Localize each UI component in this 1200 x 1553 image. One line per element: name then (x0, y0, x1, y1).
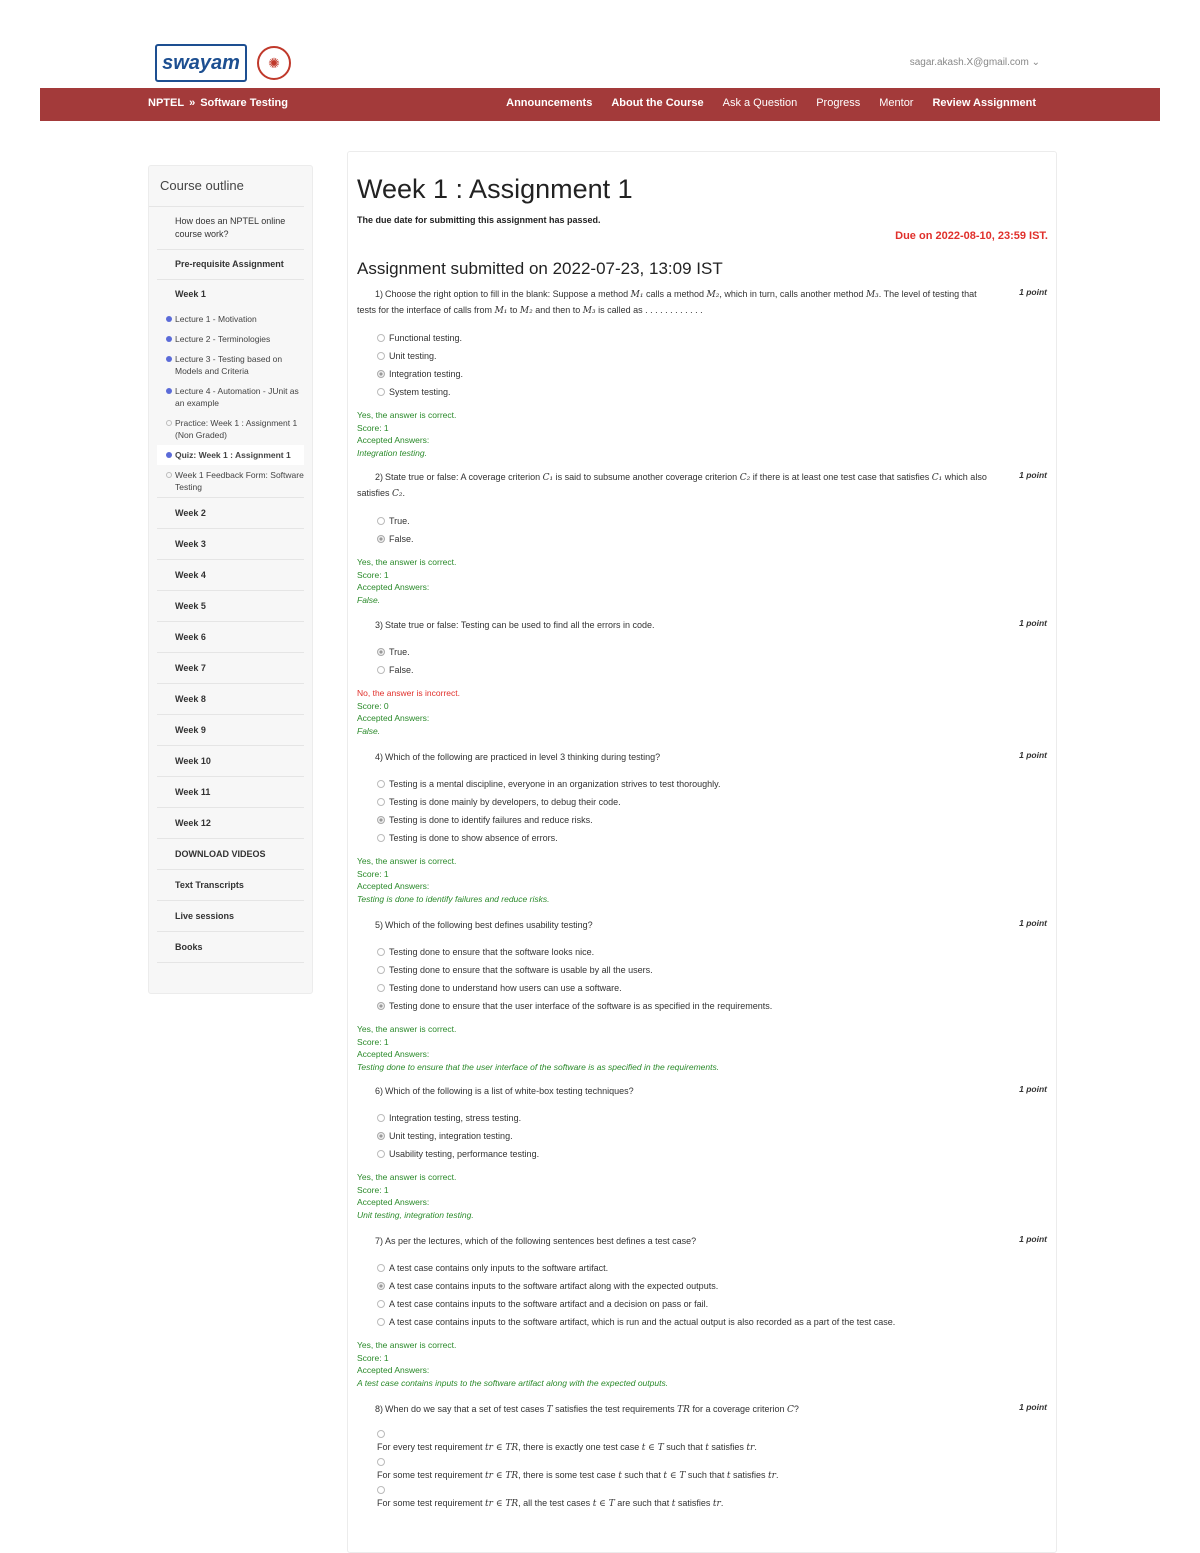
accepted-answers-label: Accepted Answers: (357, 713, 430, 723)
question (357, 750, 1047, 905)
option-label: Usability testing, performance testing. (389, 1149, 540, 1159)
answer-option[interactable] (377, 661, 1047, 679)
answer-option[interactable] (377, 347, 1047, 365)
answer-option[interactable] (377, 979, 1047, 997)
option-label: A test case contains only inputs to the software artifact. (389, 1263, 609, 1273)
options-list (377, 943, 1047, 1015)
radio-button[interactable] (377, 984, 385, 992)
answer-feedback (357, 687, 1047, 737)
radio-button[interactable] (377, 535, 385, 543)
answer-option[interactable] (377, 793, 1047, 811)
sidebar-item[interactable]: Week 11 (157, 777, 304, 808)
answer-feedback (357, 1339, 1047, 1389)
sidebar-item[interactable]: Week 10 (157, 746, 304, 777)
score-text: Score: 0 (357, 700, 389, 711)
radio-button[interactable] (377, 948, 385, 956)
nav-review-assignment[interactable]: Review Assignment (932, 97, 1036, 109)
completed-dot-icon (166, 452, 172, 458)
option-label: Integration testing. (389, 369, 464, 379)
answer-option[interactable] (377, 643, 1047, 661)
option-label: Functional testing. (389, 333, 463, 343)
question-points: 1 point (1019, 618, 1047, 628)
nav-progress[interactable]: Progress (816, 97, 861, 109)
sidebar-subitem[interactable] (157, 329, 304, 349)
radio-button[interactable] (377, 1430, 385, 1438)
radio-button[interactable] (377, 1282, 385, 1290)
accepted-answers-label: Accepted Answers: (357, 1365, 430, 1375)
due-date: Due on 2022-08-10, 23:59 IST. (895, 230, 1048, 242)
accepted-answers-label: Accepted Answers: (357, 1049, 430, 1059)
result-message: Yes, the answer is correct. (357, 1340, 457, 1350)
answer-option[interactable] (377, 1484, 1047, 1512)
sidebar-item[interactable]: Books (157, 932, 304, 963)
radio-button[interactable] (377, 517, 385, 525)
accepted-answer: False. (357, 594, 381, 605)
accepted-answers-label: Accepted Answers: (357, 1197, 430, 1207)
pending-dot-icon (166, 472, 172, 478)
radio-button[interactable] (377, 1318, 385, 1326)
question (357, 1084, 1047, 1221)
accepted-answers-label: Accepted Answers: (357, 881, 430, 891)
question-text (357, 1402, 1047, 1418)
answer-option[interactable] (377, 1456, 1047, 1484)
answer-feedback (357, 409, 1047, 459)
question-number: 3) (374, 620, 383, 630)
option-label: Testing is a mental discipline, everyone in an organization strives to test thoroughly. (389, 779, 721, 789)
sidebar-item[interactable]: Week 4 (157, 560, 304, 591)
result-message: Yes, the answer is correct. (357, 1024, 457, 1034)
option-label: For every test requirement tr ∈ TR, there is exactly one test case t ∈ T such that t satisfies tr. (377, 1442, 757, 1453)
option-label: Testing is done mainly by developers, to debug their code. (389, 797, 621, 807)
answer-option[interactable] (377, 1277, 1047, 1295)
radio-button[interactable] (377, 1114, 385, 1122)
option-label: Testing is done to show absence of errors. (389, 833, 558, 843)
radio-button[interactable] (377, 1458, 385, 1466)
option-label: False. (389, 534, 414, 544)
breadcrumb (148, 97, 288, 109)
question-body: State true or false: A coverage criterion C₁ is said to subsume another coverage criterion C₂ if there is at least one test case that satisfies C₁ which also satisfies C₂. (357, 472, 987, 499)
top-header (0, 0, 1200, 88)
sidebar-subitem-label: Quiz: Week 1 : Assignment 1 (175, 450, 291, 460)
course-outline-sidebar (148, 165, 313, 994)
radio-button[interactable] (377, 780, 385, 788)
sidebar-item[interactable]: Week 9 (157, 715, 304, 746)
sidebar-title: Course outline (149, 166, 304, 207)
nav-about-course[interactable]: About the Course (611, 97, 704, 109)
score-text: Score: 1 (357, 1352, 389, 1363)
question-number: 4) (374, 752, 383, 762)
question (357, 618, 1047, 737)
sidebar-subitem-label: Lecture 3 - Testing based on Models and Criteria (175, 354, 283, 376)
sidebar-subitem[interactable] (157, 381, 304, 413)
accepted-answer: Testing is done to identify failures and reduce risks. (357, 893, 550, 904)
option-label: False. (389, 665, 414, 675)
option-label: A test case contains inputs to the software artifact along with the expected outputs. (389, 1281, 719, 1291)
sidebar-item[interactable]: Week 5 (157, 591, 304, 622)
page-title: Week 1 : Assignment 1 (357, 174, 633, 204)
question-body: As per the lectures, which of the following sentences best defines a test case? (385, 1236, 697, 1246)
option-label: Testing is done to identify failures and reduce risks. (389, 815, 593, 825)
radio-button[interactable] (377, 1132, 385, 1140)
result-message: Yes, the answer is correct. (357, 557, 457, 567)
sidebar-list (149, 207, 312, 963)
accepted-answer: Testing done to ensure that the user interface of the software is as specified in the requirements. (357, 1061, 720, 1072)
score-text: Score: 1 (357, 1036, 389, 1047)
answer-feedback (357, 855, 1047, 905)
result-message: Yes, the answer is correct. (357, 856, 457, 866)
question-points: 1 point (1019, 750, 1047, 760)
radio-button[interactable] (377, 966, 385, 974)
radio-button[interactable] (377, 1300, 385, 1308)
answer-feedback (357, 1171, 1047, 1221)
accepted-answers-label: Accepted Answers: (357, 435, 430, 445)
radio-button[interactable] (377, 666, 385, 674)
accepted-answer: False. (357, 725, 381, 736)
radio-button[interactable] (377, 798, 385, 806)
sidebar-item[interactable]: How does an NPTEL online course work? (157, 207, 304, 250)
sidebar-subitem-label: Lecture 1 - Motivation (175, 314, 257, 324)
accepted-answers-label: Accepted Answers: (357, 582, 430, 592)
question (357, 1234, 1047, 1389)
question-points: 1 point (1019, 1084, 1047, 1094)
crumb-separator: » (189, 97, 196, 109)
option-label: True. (389, 516, 410, 526)
question-text (357, 918, 1047, 933)
question-text (357, 618, 1047, 633)
question-points: 1 point (1019, 1402, 1047, 1412)
options-list (377, 512, 1047, 548)
question-points: 1 point (1019, 470, 1047, 480)
answer-option[interactable] (377, 1145, 1047, 1163)
answer-option[interactable] (377, 829, 1047, 847)
due-passed-notice: The due date for submitting this assignment has passed. (357, 215, 601, 225)
sidebar-item[interactable]: Week 12 (157, 808, 304, 839)
answer-option[interactable] (377, 775, 1047, 793)
user-menu[interactable]: sagar.akash.X@gmail.com ⌄ (909, 57, 1040, 68)
accepted-answer: Unit testing, integration testing. (357, 1209, 474, 1220)
question (357, 470, 1047, 606)
options-list (377, 1109, 1047, 1163)
option-label: Testing done to understand how users can use a software. (389, 983, 622, 993)
nav-mentor[interactable]: Mentor (879, 97, 914, 109)
option-label: Testing done to ensure that the user interface of the software is as specified in the requirements. (389, 1001, 773, 1011)
sidebar-subitem[interactable] (157, 445, 304, 465)
answer-option[interactable] (377, 1259, 1047, 1277)
submitted-heading: Assignment submitted on 2022-07-23, 13:09 IST (357, 259, 723, 278)
navbar (40, 88, 1160, 121)
question-points: 1 point (1019, 918, 1047, 928)
option-label: For some test requirement tr ∈ TR, all the test cases t ∈ T are such that t satisfies tr. (377, 1498, 724, 1509)
sidebar-subitem[interactable] (157, 413, 304, 445)
option-label: A test case contains inputs to the software artifact, which is run and the actual output is also recorded as a part of the test case. (389, 1317, 896, 1327)
sidebar-item[interactable]: Week 7 (157, 653, 304, 684)
crumb-root[interactable]: NPTEL (148, 97, 185, 109)
question (357, 918, 1047, 1073)
nav-ask-question[interactable]: Ask a Question (722, 97, 798, 109)
options-list (377, 1259, 1047, 1331)
score-text: Score: 1 (357, 422, 389, 433)
sidebar-subitem-label: Lecture 4 - Automation - JUnit as an example (175, 386, 299, 408)
answer-option[interactable] (377, 811, 1047, 829)
accepted-answer: A test case contains inputs to the software artifact along with the expected outputs. (357, 1377, 669, 1388)
answer-option[interactable] (377, 383, 1047, 401)
answer-feedback (357, 556, 1047, 606)
sidebar-subitem[interactable] (157, 465, 304, 498)
answer-option[interactable] (377, 997, 1047, 1015)
question-body: When do we say that a set of test cases T satisfies the test requirements TR for a coverage criterion C? (385, 1404, 799, 1415)
sidebar-subitem[interactable] (157, 309, 304, 329)
question-text (357, 1084, 1047, 1099)
sidebar-subitem-label: Lecture 2 - Terminologies (175, 334, 271, 344)
sidebar-subitem-label: Practice: Week 1 : Assignment 1 (Non Graded) (175, 418, 298, 440)
question-text (357, 470, 1047, 502)
question (357, 287, 1047, 459)
answer-option[interactable] (377, 943, 1047, 961)
radio-button[interactable] (377, 834, 385, 842)
option-label: Unit testing, integration testing. (389, 1131, 513, 1141)
answer-option[interactable] (377, 365, 1047, 383)
sidebar-item[interactable]: Week 6 (157, 622, 304, 653)
logo-area[interactable] (155, 44, 291, 82)
sidebar-item[interactable]: Week 2 (157, 498, 304, 529)
answer-feedback (357, 1023, 1047, 1073)
question-body: Choose the right option to fill in the blank: Suppose a method M₁ calls a method M₂, which in turn, calls another method M₃. The level of testing that tests for the interface of calls from M₁ to M₂ and then to M₃ is called as . . . . . . . . . . . . (357, 289, 977, 316)
sidebar-item[interactable]: Text Transcripts (157, 870, 304, 901)
chevron-down-icon: ⌄ (1031, 57, 1040, 68)
answer-option[interactable] (377, 512, 1047, 530)
nav-announcements[interactable]: Announcements (506, 97, 593, 109)
question-body: State true or false: Testing can be used to find all the errors in code. (385, 620, 655, 630)
score-text: Score: 1 (357, 868, 389, 879)
completed-dot-icon (166, 316, 172, 322)
option-label: True. (389, 647, 410, 657)
question-text (357, 287, 1047, 319)
question-body: Which of the following are practiced in level 3 thinking during testing? (385, 752, 661, 762)
swayam-logo[interactable]: swayam (155, 44, 247, 82)
answer-option[interactable] (377, 1295, 1047, 1313)
nptel-seal-icon: ✺ (257, 46, 291, 80)
question-points: 1 point (1019, 287, 1047, 297)
option-label: Testing done to ensure that the software looks nice. (389, 947, 595, 957)
answer-option[interactable] (377, 1428, 1047, 1456)
result-message: No, the answer is incorrect. (357, 688, 460, 698)
radio-button[interactable] (377, 1150, 385, 1158)
sidebar-item[interactable]: DOWNLOAD VIDEOS (157, 839, 304, 870)
completed-dot-icon (166, 356, 172, 362)
pending-dot-icon (166, 420, 172, 426)
radio-button[interactable] (377, 816, 385, 824)
answer-option[interactable] (377, 1109, 1047, 1127)
answer-option[interactable] (377, 329, 1047, 347)
radio-button[interactable] (377, 334, 385, 342)
sidebar-subitem[interactable] (157, 349, 304, 381)
options-list (377, 775, 1047, 847)
option-label: For some test requirement tr ∈ TR, there is some test case t such that t ∈ T such that t satisfies tr. (377, 1470, 779, 1481)
completed-dot-icon (166, 388, 172, 394)
question-number: 5) (374, 920, 383, 930)
answer-option[interactable] (377, 1127, 1047, 1145)
radio-button[interactable] (377, 648, 385, 656)
assignment-panel (347, 151, 1057, 1553)
radio-button[interactable] (377, 370, 385, 378)
question-number: 2) (374, 472, 383, 482)
radio-button[interactable] (377, 352, 385, 360)
question-text (357, 1234, 1047, 1249)
radio-button[interactable] (377, 1486, 385, 1494)
options-list (377, 329, 1047, 401)
radio-button[interactable] (377, 388, 385, 396)
sidebar-item[interactable]: Week 1 (175, 289, 206, 299)
crumb-course[interactable]: Software Testing (200, 97, 288, 109)
sidebar-item[interactable]: Week 3 (157, 529, 304, 560)
question-number: 8) (374, 1404, 383, 1414)
sidebar-item[interactable]: Live sessions (157, 901, 304, 932)
sidebar-item[interactable]: Week 8 (157, 684, 304, 715)
question-number: 7) (374, 1236, 383, 1246)
options-list (377, 643, 1047, 679)
question-number: 6) (374, 1086, 383, 1096)
question-points: 1 point (1019, 1234, 1047, 1244)
option-label: Unit testing. (389, 351, 437, 361)
option-label: A test case contains inputs to the software artifact and a decision on pass or fail. (389, 1299, 709, 1309)
option-label: System testing. (389, 387, 451, 397)
nav-links (506, 97, 1036, 109)
answer-option[interactable] (377, 1313, 1047, 1331)
options-list (377, 1428, 1047, 1512)
sidebar-subitem-label: Week 1 Feedback Form: Software Testing (175, 470, 304, 492)
question-text (357, 750, 1047, 765)
result-message: Yes, the answer is correct. (357, 410, 457, 420)
answer-option[interactable] (377, 961, 1047, 979)
question-number: 1) (374, 289, 383, 299)
answer-option[interactable] (377, 530, 1047, 548)
score-text: Score: 1 (357, 569, 389, 580)
question-body: Which of the following best defines usability testing? (385, 920, 593, 930)
accepted-answer: Integration testing. (357, 447, 427, 458)
completed-dot-icon (166, 336, 172, 342)
question-body: Which of the following is a list of white-box testing techniques? (385, 1086, 634, 1096)
radio-button[interactable] (377, 1264, 385, 1272)
result-message: Yes, the answer is correct. (357, 1172, 457, 1182)
sidebar-item[interactable]: Pre-requisite Assignment (157, 250, 304, 280)
score-text: Score: 1 (357, 1184, 389, 1195)
question (357, 1402, 1047, 1512)
option-label: Testing done to ensure that the software is usable by all the users. (389, 965, 653, 975)
radio-button[interactable] (377, 1002, 385, 1010)
option-label: Integration testing, stress testing. (389, 1113, 522, 1123)
